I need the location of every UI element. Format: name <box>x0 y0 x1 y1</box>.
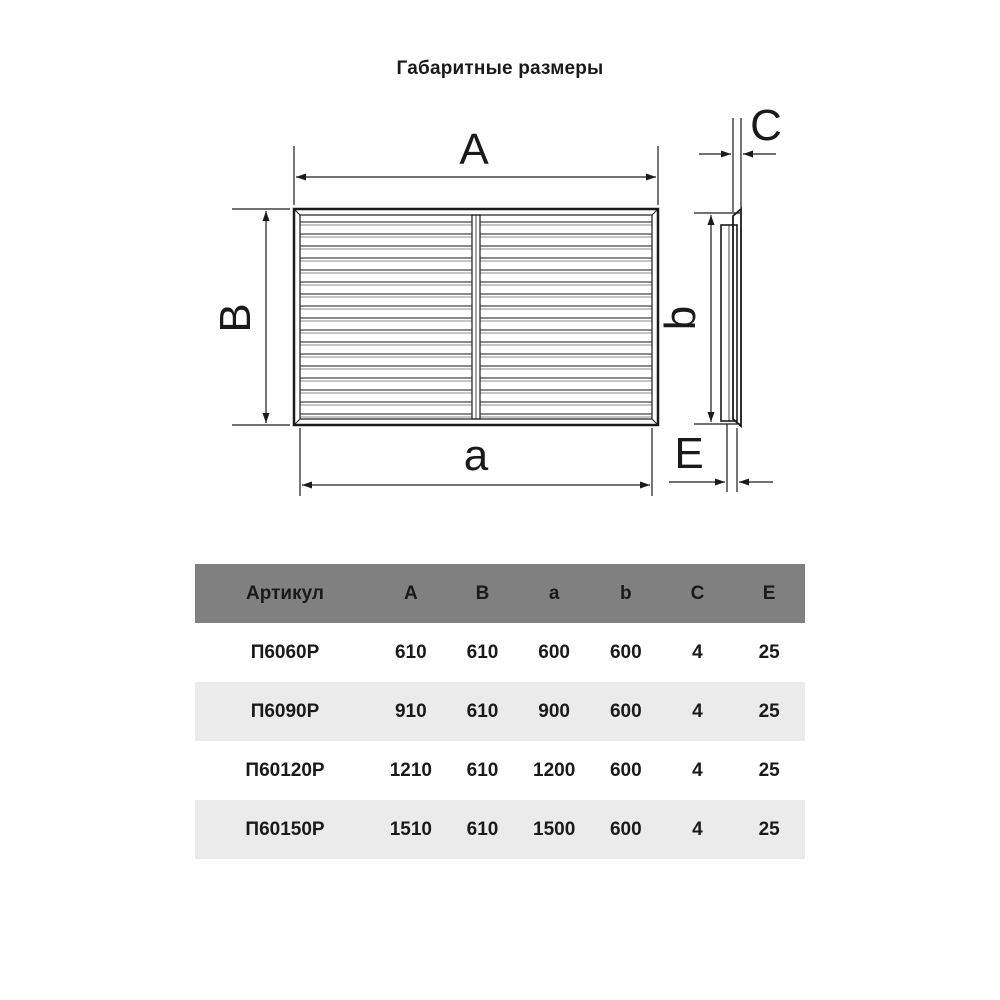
cell-b: 600 <box>609 641 642 663</box>
header-b: b <box>619 582 632 604</box>
cell-B: 610 <box>466 700 499 722</box>
dimension-label-a: a <box>463 431 489 480</box>
cell-C: 4 <box>692 641 703 663</box>
dimension-label-C: C <box>750 101 782 150</box>
cell-a: 600 <box>538 641 570 663</box>
cell-E: 25 <box>758 700 780 722</box>
cell-a: 1500 <box>533 818 576 840</box>
cell-B: 610 <box>466 759 499 781</box>
table-header-row <box>195 564 805 623</box>
cell-A: 910 <box>394 700 427 722</box>
dimension-label-E: E <box>674 429 704 478</box>
cell-A: 1510 <box>389 818 432 840</box>
cell-b: 600 <box>609 759 642 781</box>
dimension-label-B: B <box>211 303 260 333</box>
table-row <box>195 741 805 800</box>
cell-A: 610 <box>394 641 427 663</box>
cell-article: П6090Р <box>250 700 320 722</box>
cell-E: 25 <box>758 641 780 663</box>
cell-article: П6060Р <box>250 641 320 663</box>
cell-article: П60120Р <box>245 759 325 781</box>
cell-C: 4 <box>692 818 703 840</box>
cell-B: 610 <box>466 818 499 840</box>
header-article: Артикул <box>246 582 324 604</box>
header-C: C <box>690 582 705 604</box>
header-A: A <box>403 582 418 604</box>
dimension-label-A: A <box>459 125 489 174</box>
header-E: E <box>762 582 776 604</box>
cell-A: 1210 <box>389 759 432 781</box>
header-a: a <box>548 582 560 604</box>
grille-front-view <box>294 209 658 425</box>
cell-E: 25 <box>758 759 780 781</box>
grille-side-view <box>721 209 741 426</box>
cell-E: 25 <box>758 818 780 840</box>
cell-B: 610 <box>466 641 499 663</box>
cell-a: 1200 <box>533 759 576 781</box>
dimensions-table <box>195 564 805 859</box>
cell-article: П60150Р <box>245 818 325 840</box>
cell-C: 4 <box>692 700 703 722</box>
header-B: B <box>475 582 490 604</box>
dimension-label-b: b <box>656 305 705 331</box>
table-row <box>195 623 805 682</box>
table-row <box>195 800 805 859</box>
cell-b: 600 <box>609 818 642 840</box>
cell-C: 4 <box>692 759 703 781</box>
page-title: Габаритные размеры <box>396 58 604 79</box>
table-row <box>195 682 805 741</box>
cell-a: 900 <box>538 700 570 722</box>
cell-b: 600 <box>609 700 642 722</box>
